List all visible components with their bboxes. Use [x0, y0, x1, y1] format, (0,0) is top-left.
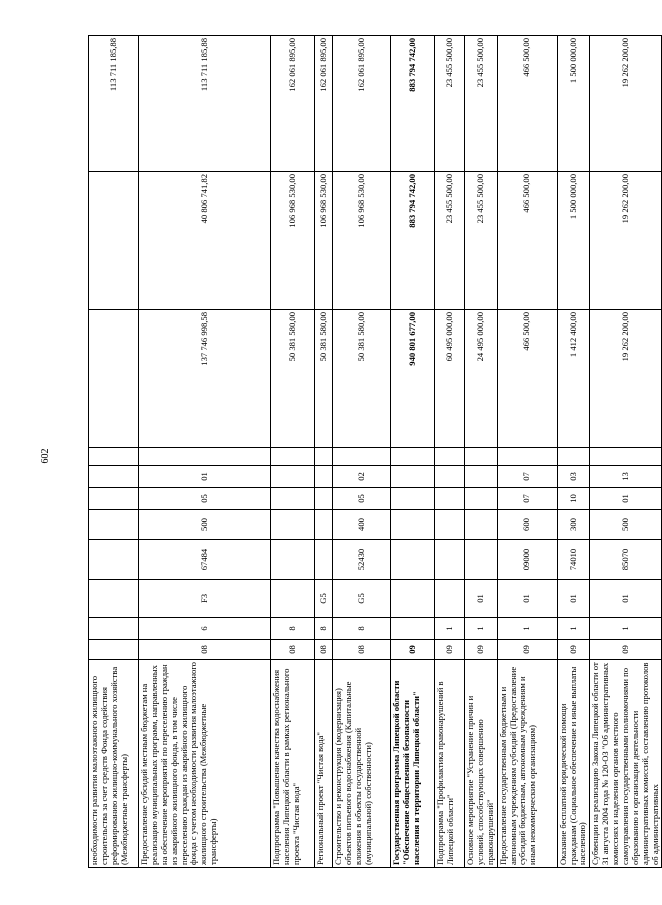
code-cell	[435, 488, 465, 510]
amount-cell: 162 061 895,00	[271, 36, 315, 172]
code-cell: 08	[139, 640, 271, 660]
code-cell	[315, 540, 333, 580]
code-cell: 09	[465, 640, 498, 660]
amount-cell: 162 061 895,00	[315, 36, 333, 172]
code-cell: 01	[557, 580, 590, 618]
code-cell	[435, 510, 465, 540]
table-row	[333, 36, 391, 868]
code-cell	[391, 448, 435, 466]
code-cell	[497, 448, 557, 466]
row-name-cell: Предоставление государственным бюджетным и автономным учреждениям субсидий (Предоставление субсидий бюджетным, автономным учреждениям и иным некоммерческим организациям)	[497, 660, 557, 868]
row-name-cell: Подпрограмма "Профилактика правонарушений в Липецкой области"	[435, 660, 465, 868]
code-cell: 01	[590, 580, 662, 618]
code-cell: F3	[139, 580, 271, 618]
code-cell	[271, 448, 315, 466]
amount-cell: 23 455 500,00	[435, 36, 465, 172]
row-name-cell: Подпрограмма "Повышение качества водоснабжения населения Липецкой области в рамках регионального проекта "Чистая вода"	[271, 660, 315, 868]
code-cell: 85070	[590, 540, 662, 580]
code-cell: 01	[590, 488, 662, 510]
row-name-cell: Оказание бесплатной юридической помощи гражданам (Социальное обеспечение и иные выплаты населению)	[557, 660, 590, 868]
row-name-cell: Региональный проект "Чистая вода"	[315, 660, 333, 868]
code-cell: 1	[497, 618, 557, 640]
code-cell	[465, 466, 498, 488]
code-cell: 02	[333, 466, 391, 488]
amount-cell: 466 500,00	[497, 36, 557, 172]
budget-table	[88, 35, 662, 868]
table-row	[139, 36, 271, 868]
table-row	[271, 36, 315, 868]
amount-cell: 1 500 000,00	[557, 172, 590, 310]
code-cell: G5	[333, 580, 391, 618]
code-cell: 1	[590, 618, 662, 640]
row-name-cell: Предоставление субсидий местным бюджетам на реализацию муниципальных программ, направленных на обеспечение мероприятий по переселению граждан из аварийного жилищного фонда, в том числе переселению граждан из аварийного жилищного фонда с учетом необходимости развития малоэтажного жилищного строительства (Межбюджетные трансферты)	[139, 660, 271, 868]
row-name-cell: Основное мероприятие "Устранение причин и условий, способствующих совершению правонарушений"	[465, 660, 498, 868]
amount-cell: 113 711 185,88	[89, 36, 139, 172]
table-row	[435, 36, 465, 868]
code-cell	[89, 466, 139, 488]
code-cell: 09	[590, 640, 662, 660]
amount-cell: 19 262 200,00	[590, 172, 662, 310]
code-cell	[391, 488, 435, 510]
code-cell	[391, 618, 435, 640]
amount-cell: 23 455 500,00	[465, 36, 498, 172]
amount-cell	[89, 172, 139, 310]
amount-cell: 466 500,00	[497, 172, 557, 310]
table-row	[590, 36, 662, 868]
code-cell	[435, 540, 465, 580]
amount-cell	[89, 310, 139, 448]
code-cell: 1	[557, 618, 590, 640]
code-cell	[465, 488, 498, 510]
code-cell: 8	[333, 618, 391, 640]
code-cell	[315, 466, 333, 488]
code-cell	[557, 448, 590, 466]
code-cell	[271, 466, 315, 488]
code-cell: 09	[557, 640, 590, 660]
code-cell: 10	[557, 488, 590, 510]
row-name-cell: Государственная программа Липецкой области "Обеспечение общественной безопасности населения и территории Липецкой области"	[391, 660, 435, 868]
code-cell: 09	[435, 640, 465, 660]
code-cell	[391, 580, 435, 618]
code-cell: 500	[590, 510, 662, 540]
code-cell	[590, 448, 662, 466]
table-row	[497, 36, 557, 868]
amount-cell: 19 262 200,00	[590, 36, 662, 172]
code-cell	[465, 510, 498, 540]
amount-cell: 106 968 530,00	[271, 172, 315, 310]
code-cell: 600	[497, 510, 557, 540]
amount-cell: 1 412 400,00	[557, 310, 590, 448]
amount-cell: 106 968 530,00	[315, 172, 333, 310]
code-cell: 01	[139, 466, 271, 488]
code-cell	[89, 510, 139, 540]
code-cell	[139, 448, 271, 466]
code-cell	[315, 510, 333, 540]
amount-cell: 883 794 742,00	[391, 172, 435, 310]
code-cell: 74010	[557, 540, 590, 580]
code-cell: 6	[139, 618, 271, 640]
code-cell	[391, 540, 435, 580]
row-name-cell: Строительство и реконструкция (модернизация) объектов питьевого водоснабжения (Капитальные вложения в объекты государственной (муниципальной) собственности)	[333, 660, 391, 868]
code-cell: 1	[465, 618, 498, 640]
amount-cell: 23 455 500,00	[465, 172, 498, 310]
amount-cell: 50 381 580,00	[315, 310, 333, 448]
amount-cell: 940 801 677,00	[391, 310, 435, 448]
code-cell: 03	[557, 466, 590, 488]
code-cell: 01	[497, 580, 557, 618]
code-cell: 08	[271, 640, 315, 660]
code-cell	[435, 448, 465, 466]
code-cell	[391, 466, 435, 488]
code-cell: 300	[557, 510, 590, 540]
code-cell: 09	[497, 640, 557, 660]
amount-cell: 113 711 185,88	[139, 36, 271, 172]
code-cell	[89, 580, 139, 618]
table-row	[557, 36, 590, 868]
code-cell: 67484	[139, 540, 271, 580]
row-name-cell: Субвенции на реализацию Закона Липецкой области от 31 августа 2004 года № 120-ОЗ "Об административных комиссиях и наделении органов местного самоуправления государственными полномочиями по образованию и организации деятельности административных комиссий, составлению протоколов об административных	[590, 660, 662, 868]
code-cell	[89, 540, 139, 580]
table-row	[465, 36, 498, 868]
code-cell	[89, 618, 139, 640]
amount-cell: 1 500 000,00	[557, 36, 590, 172]
code-cell: 52430	[333, 540, 391, 580]
code-cell	[465, 448, 498, 466]
code-cell: 08	[315, 640, 333, 660]
code-cell	[89, 640, 139, 660]
code-cell: 07	[497, 488, 557, 510]
code-cell: G5	[315, 580, 333, 618]
code-cell	[89, 448, 139, 466]
amount-cell: 40 806 741,82	[139, 172, 271, 310]
table-row	[391, 36, 435, 868]
amount-cell: 162 061 895,00	[333, 36, 391, 172]
amount-cell: 60 495 000,00	[435, 310, 465, 448]
amount-cell: 23 455 500,00	[435, 172, 465, 310]
code-cell: 500	[139, 510, 271, 540]
code-cell	[435, 466, 465, 488]
row-name-cell: необходимости развития малоэтажного жилищного строительства за счет средств Фонда содействия реформированию жилищно-коммунального хозяйства (Межбюджетные трансферты)	[89, 660, 139, 868]
code-cell	[315, 448, 333, 466]
code-cell	[89, 488, 139, 510]
code-cell: 01	[465, 580, 498, 618]
code-cell: 13	[590, 466, 662, 488]
amount-cell: 106 968 530,00	[333, 172, 391, 310]
table-row	[89, 36, 139, 868]
code-cell	[271, 488, 315, 510]
table-row	[315, 36, 333, 868]
code-cell: 05	[333, 488, 391, 510]
code-cell: 1	[435, 618, 465, 640]
code-cell: 08	[333, 640, 391, 660]
code-cell	[315, 488, 333, 510]
amount-cell: 50 381 580,00	[333, 310, 391, 448]
page-number: 602	[40, 448, 51, 464]
code-cell	[271, 540, 315, 580]
code-cell: 09	[391, 640, 435, 660]
code-cell	[391, 510, 435, 540]
code-cell	[271, 510, 315, 540]
amount-cell: 24 495 000,00	[465, 310, 498, 448]
code-cell	[271, 580, 315, 618]
budget-table-container	[88, 36, 660, 868]
amount-cell: 50 381 580,00	[271, 310, 315, 448]
code-cell: 8	[271, 618, 315, 640]
amount-cell: 137 746 998,58	[139, 310, 271, 448]
code-cell: 400	[333, 510, 391, 540]
amount-cell: 883 794 742,00	[391, 36, 435, 172]
code-cell: 07	[497, 466, 557, 488]
code-cell: 8	[315, 618, 333, 640]
code-cell	[435, 580, 465, 618]
code-cell: 09000	[497, 540, 557, 580]
code-cell: 05	[139, 488, 271, 510]
amount-cell: 19 262 200,00	[590, 310, 662, 448]
code-cell	[465, 540, 498, 580]
amount-cell: 466 500,00	[497, 310, 557, 448]
code-cell	[333, 448, 391, 466]
